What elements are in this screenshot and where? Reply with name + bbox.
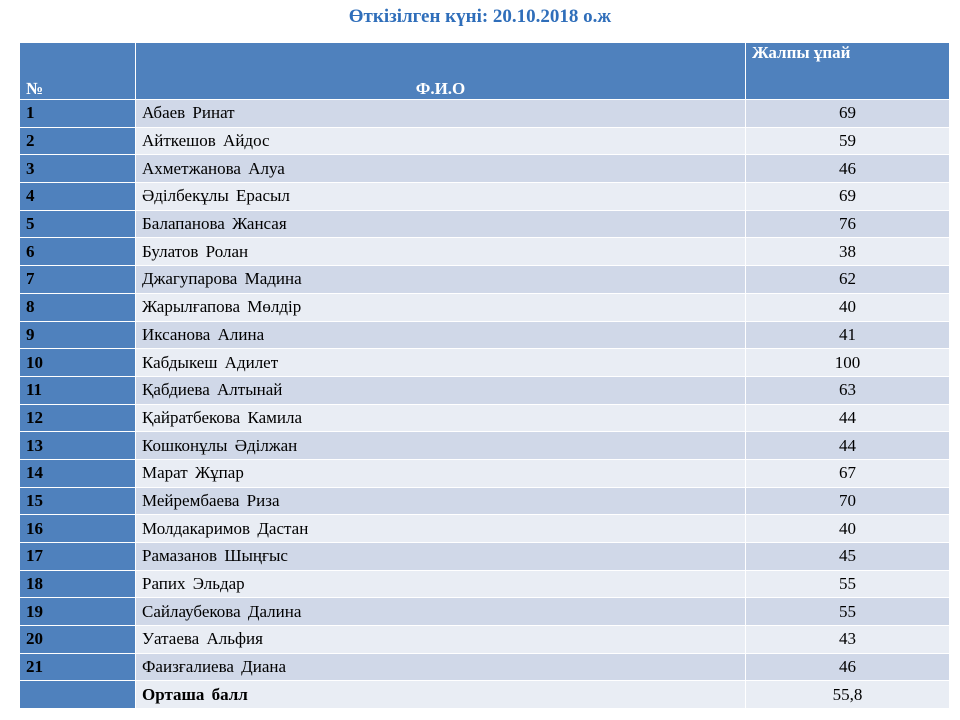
student-score: 100 — [746, 349, 950, 377]
row-number: 7 — [20, 266, 136, 294]
table-row — [20, 543, 950, 571]
row-number: 13 — [20, 432, 136, 460]
student-name: Рамазанов Шыңғыс — [136, 543, 746, 571]
table-row — [20, 598, 950, 626]
student-score: 38 — [746, 238, 950, 266]
table-row — [20, 487, 950, 515]
student-score: 59 — [746, 127, 950, 155]
student-name: Джагупарова Мадина — [136, 266, 746, 294]
row-number: 10 — [20, 349, 136, 377]
table-row — [20, 626, 950, 654]
student-name: Молдакаримов Дастан — [136, 515, 746, 543]
row-number: 8 — [20, 293, 136, 321]
row-number: 15 — [20, 487, 136, 515]
student-name: Абаев Ринат — [136, 100, 746, 128]
student-name: Балапанова Жансая — [136, 210, 746, 238]
student-score: 55 — [746, 570, 950, 598]
table-row — [20, 183, 950, 211]
student-score: 45 — [746, 543, 950, 571]
student-name: Кабдыкеш Адилет — [136, 349, 746, 377]
row-number: 3 — [20, 155, 136, 183]
student-name: Иксанова Алина — [136, 321, 746, 349]
row-number: 14 — [20, 459, 136, 487]
row-number: 20 — [20, 626, 136, 654]
row-number: 9 — [20, 321, 136, 349]
table-row — [20, 349, 950, 377]
student-name: Қайратбекова Камила — [136, 404, 746, 432]
student-name: Уатаева Альфия — [136, 626, 746, 654]
table-row — [20, 653, 950, 681]
table-body — [20, 100, 950, 709]
student-name: Марат Жұпар — [136, 459, 746, 487]
student-score: 62 — [746, 266, 950, 294]
row-number: 19 — [20, 598, 136, 626]
student-score: 43 — [746, 626, 950, 654]
table-row — [20, 376, 950, 404]
average-row — [20, 681, 950, 709]
table-row — [20, 404, 950, 432]
student-name: Фаизғалиева Диана — [136, 653, 746, 681]
row-number: 2 — [20, 127, 136, 155]
table-row — [20, 155, 950, 183]
student-name: Жарылғапова Мөлдір — [136, 293, 746, 321]
average-row-number-cell — [20, 681, 136, 709]
student-score: 40 — [746, 293, 950, 321]
student-name: Қабдиева Алтынай — [136, 376, 746, 404]
student-score: 44 — [746, 432, 950, 460]
row-number: 5 — [20, 210, 136, 238]
student-score: 41 — [746, 321, 950, 349]
column-header-name: Ф.И.О — [136, 43, 746, 100]
table-row — [20, 210, 950, 238]
student-score: 70 — [746, 487, 950, 515]
row-number: 11 — [20, 376, 136, 404]
student-score: 69 — [746, 183, 950, 211]
row-number: 6 — [20, 238, 136, 266]
student-score: 63 — [746, 376, 950, 404]
table-row — [20, 459, 950, 487]
average-value: 55,8 — [746, 681, 950, 709]
student-name: Мейрембаева Риза — [136, 487, 746, 515]
table-row — [20, 432, 950, 460]
row-number: 17 — [20, 543, 136, 571]
table-row — [20, 515, 950, 543]
average-label: Орташа балл — [136, 681, 746, 709]
row-number: 16 — [20, 515, 136, 543]
student-score: 46 — [746, 155, 950, 183]
column-header-number: № — [20, 43, 136, 100]
results-table — [19, 42, 950, 709]
row-number: 21 — [20, 653, 136, 681]
student-score: 69 — [746, 100, 950, 128]
row-number: 12 — [20, 404, 136, 432]
student-score: 40 — [746, 515, 950, 543]
table-header-row — [20, 43, 950, 100]
student-score: 46 — [746, 653, 950, 681]
table-row — [20, 293, 950, 321]
table-row — [20, 321, 950, 349]
page-title: Өткізілген күні: 20.10.2018 о.ж — [348, 6, 612, 27]
row-number: 4 — [20, 183, 136, 211]
table-row — [20, 127, 950, 155]
table-row — [20, 238, 950, 266]
table-row — [20, 266, 950, 294]
student-score: 76 — [746, 210, 950, 238]
column-header-total-score: Жалпы ұпай — [746, 43, 950, 100]
student-name: Әділбекұлы Ерасыл — [136, 183, 746, 211]
student-name: Рапих Эльдар — [136, 570, 746, 598]
student-name: Кошконұлы Әділжан — [136, 432, 746, 460]
student-score: 67 — [746, 459, 950, 487]
table-row — [20, 570, 950, 598]
student-name: Айткешов Айдос — [136, 127, 746, 155]
table-row — [20, 100, 950, 128]
student-name: Сайлаубекова Далина — [136, 598, 746, 626]
student-score: 44 — [746, 404, 950, 432]
student-score: 55 — [746, 598, 950, 626]
student-name: Ахметжанова Алуа — [136, 155, 746, 183]
row-number: 18 — [20, 570, 136, 598]
row-number: 1 — [20, 100, 136, 128]
student-name: Булатов Ролан — [136, 238, 746, 266]
